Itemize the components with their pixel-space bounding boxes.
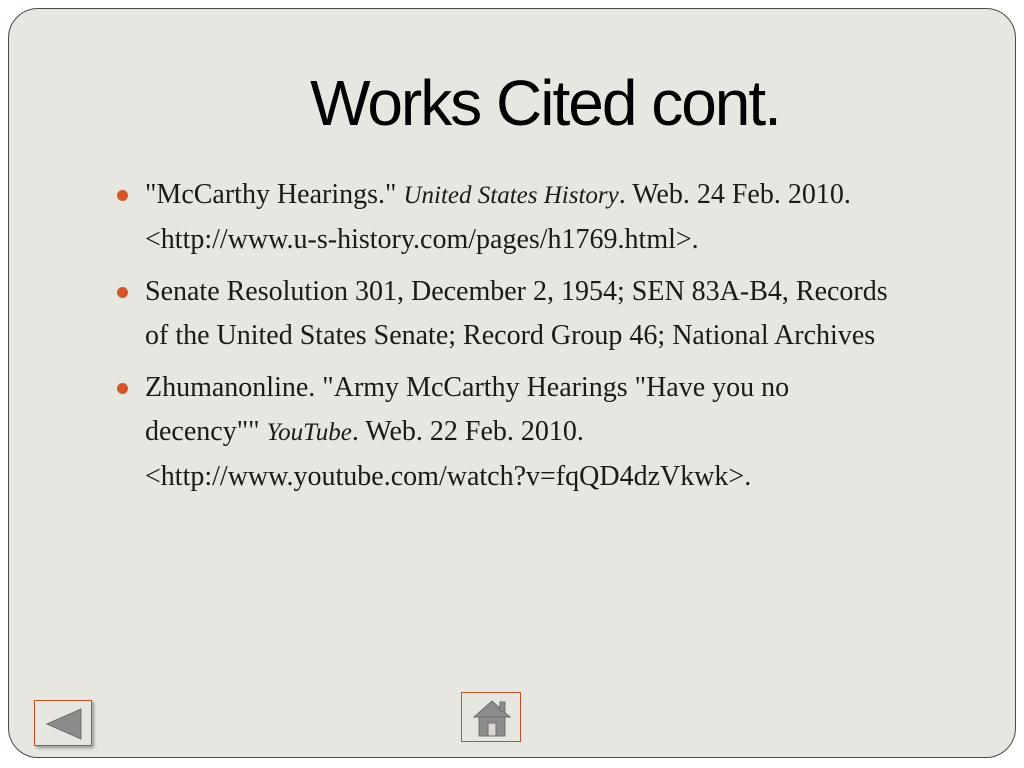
citation-text-rest: . Web. 24 Feb. 2010. <http://www.u-s-history.com/pages/h1769.html>. <box>145 179 851 255</box>
citation-item <box>109 173 909 262</box>
citation-text-rest: . Web. 22 Feb. 2010. <http://www.youtube.com/watch?v=fqQD4dzVkwk>. <box>145 416 752 492</box>
citation-source-title: United States History <box>403 182 619 209</box>
citation-item <box>109 270 909 358</box>
bullet-icon <box>117 383 128 394</box>
citation-item <box>109 366 909 499</box>
citation-source-title: YouTube <box>266 419 352 446</box>
citation-text: Senate Resolution 301, December 2, 1954; SEN 83A-B4, Records of the United States Senate; Record Group 46; National Archives <box>145 276 888 351</box>
citation-text: Zhumanonline. "Army McCarthy Hearings "Have you no decency"" <box>145 372 790 447</box>
citation-text: "McCarthy Hearings." <box>145 179 404 210</box>
slide-title: Works Cited cont. <box>310 67 780 139</box>
slide <box>8 8 1016 758</box>
works-cited-list <box>109 173 909 507</box>
home-icon <box>462 693 522 743</box>
triangle-left-icon <box>35 701 93 747</box>
back-button[interactable] <box>34 700 92 746</box>
bullet-icon <box>117 287 128 298</box>
bullet-icon <box>117 190 128 201</box>
home-button[interactable] <box>461 692 521 742</box>
